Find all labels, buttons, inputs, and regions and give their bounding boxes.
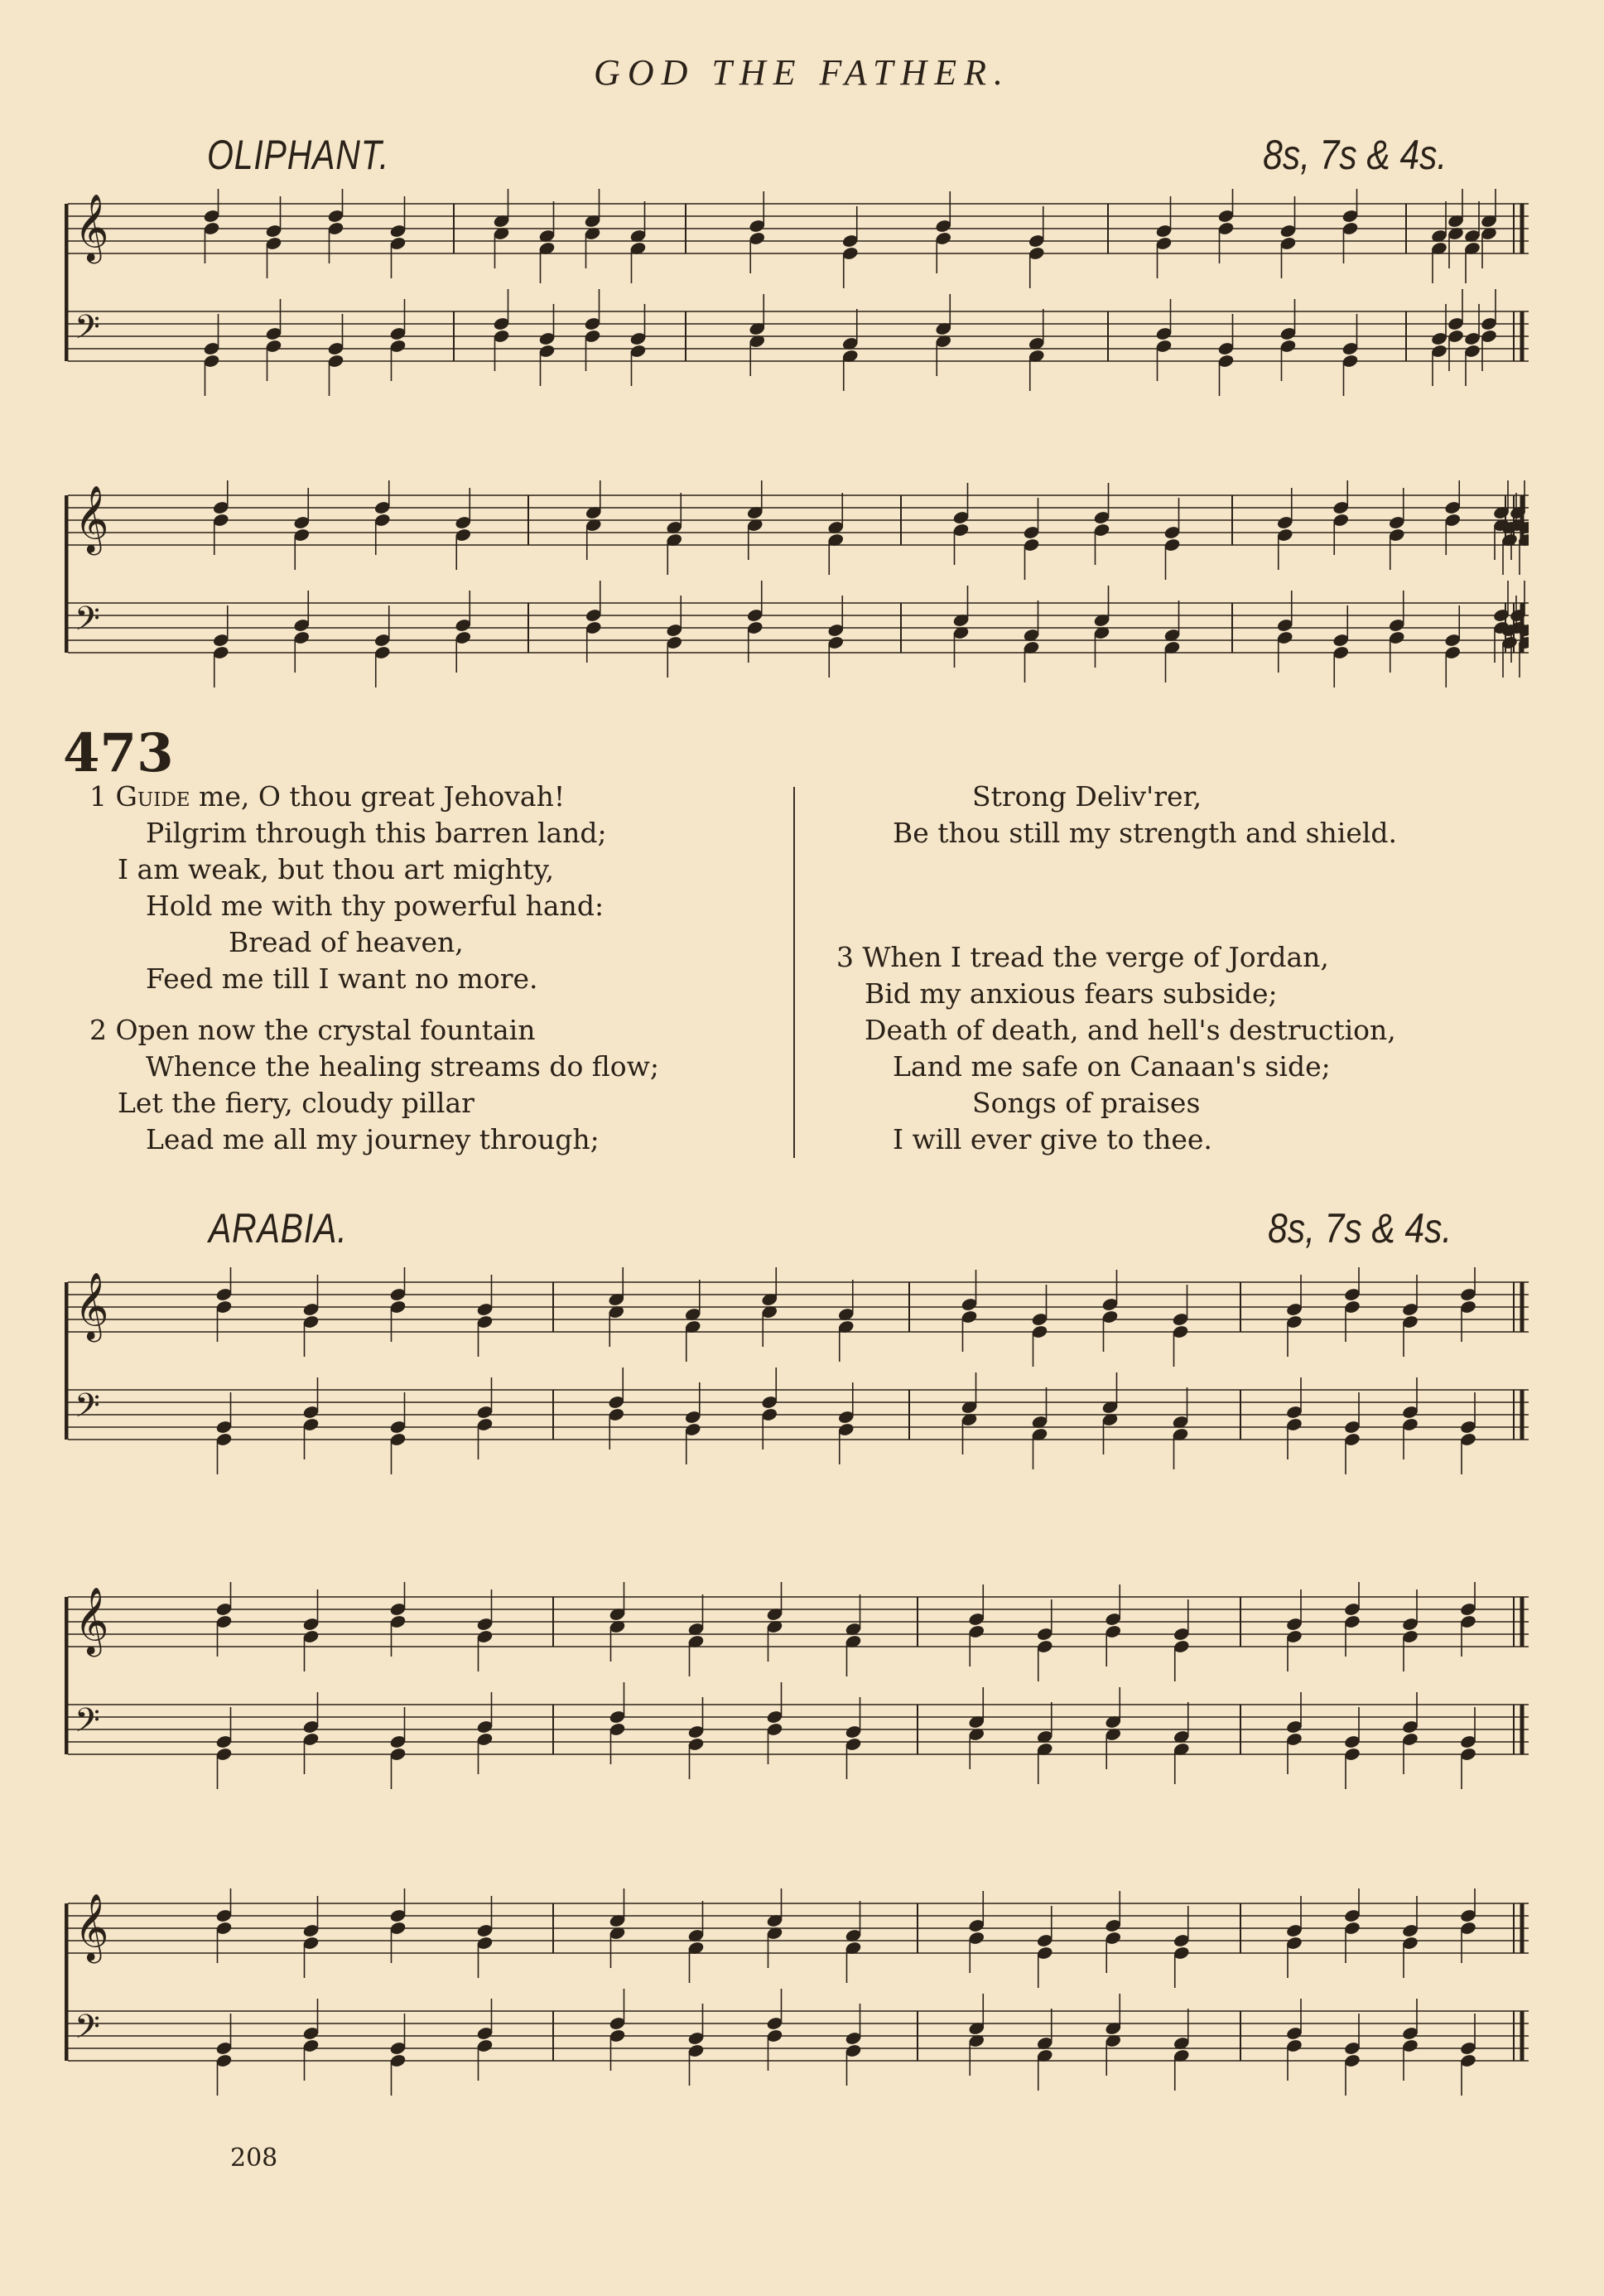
verse-line: Feed me till I want no more. <box>146 962 538 995</box>
verse-line: 3 When I tread the verge of Jordan, <box>836 941 1329 973</box>
staff-system <box>65 480 1529 696</box>
tune-name-arabia: ARABIA. <box>209 1205 348 1252</box>
verse-line: 2 Open now the crystal fountain <box>89 1014 536 1046</box>
verse-line: Bid my anxious fears subside; <box>865 977 1278 1010</box>
verses-left-column <box>89 779 659 1173</box>
arabia-system-3 <box>65 1888 1529 2112</box>
treble-clef-icon: 𝄞 <box>75 485 109 552</box>
column-divider <box>793 787 795 1158</box>
verse-line: Pilgrim through this barren land; <box>146 817 607 849</box>
verse-line: I will ever give to thee. <box>893 1123 1212 1155</box>
tune-name-oliphant: OLIPHANT. <box>207 132 390 178</box>
verse-line: Whence the healing streams do flow; <box>146 1050 660 1083</box>
staff-system <box>65 1888 1529 2112</box>
staff-system <box>65 189 1529 404</box>
verse-line: Strong Deliv'rer, <box>972 780 1202 813</box>
verse-line: Lead me all my journey through; <box>146 1123 600 1155</box>
verse-line: Hold me with thy powerful hand: <box>146 890 605 922</box>
verse-line: Let the fiery, cloudy pillar <box>118 1087 474 1119</box>
treble-clef-icon: 𝄞 <box>75 1893 109 1961</box>
verses-right-column <box>836 779 1397 1173</box>
staff-system <box>65 1582 1529 1806</box>
first-word: Guide <box>115 780 190 813</box>
bass-clef-icon: 𝄢 <box>75 1701 100 1748</box>
tune-meter-arabia: 8s, 7s & 4s. <box>1267 1205 1452 1252</box>
verse-2 <box>89 1012 659 1158</box>
page-number: 208 <box>230 2144 278 2173</box>
verse-1 <box>89 779 659 997</box>
arabia-system-1 <box>65 1267 1529 1491</box>
verse-line: Land me safe on Canaan's side; <box>893 1050 1331 1083</box>
verse-line: 1 Guide me, O thou great Jehovah! <box>89 780 566 813</box>
verse-line: Death of death, and hell's destruction, <box>865 1014 1396 1046</box>
staff-system <box>65 1267 1529 1491</box>
hymn-number: 473 <box>63 722 174 784</box>
verse-line: Bread of heaven, <box>229 926 464 958</box>
bass-clef-icon: 𝄢 <box>75 2008 100 2054</box>
bass-clef-icon: 𝄢 <box>75 308 100 355</box>
bass-clef-icon: 𝄢 <box>75 1387 100 1433</box>
oliphant-system-1 <box>65 189 1529 404</box>
arabia-system-2 <box>65 1582 1529 1806</box>
treble-clef-icon: 𝄞 <box>75 1271 109 1339</box>
verse-line: Be thou still my strength and shield. <box>893 817 1398 849</box>
tune-meter-oliphant: 8s, 7s & 4s. <box>1262 132 1447 178</box>
bass-clef-icon: 𝄢 <box>75 600 100 646</box>
verse-line: Songs of praises <box>972 1087 1201 1119</box>
verse-line: I am weak, but thou art mighty, <box>118 853 555 885</box>
running-head: GOD THE FATHER. <box>594 52 1010 93</box>
treble-clef-icon: 𝄞 <box>75 193 109 261</box>
treble-clef-icon: 𝄞 <box>75 1586 109 1654</box>
verse-3 <box>836 939 1397 1158</box>
oliphant-system-2 <box>65 480 1529 696</box>
